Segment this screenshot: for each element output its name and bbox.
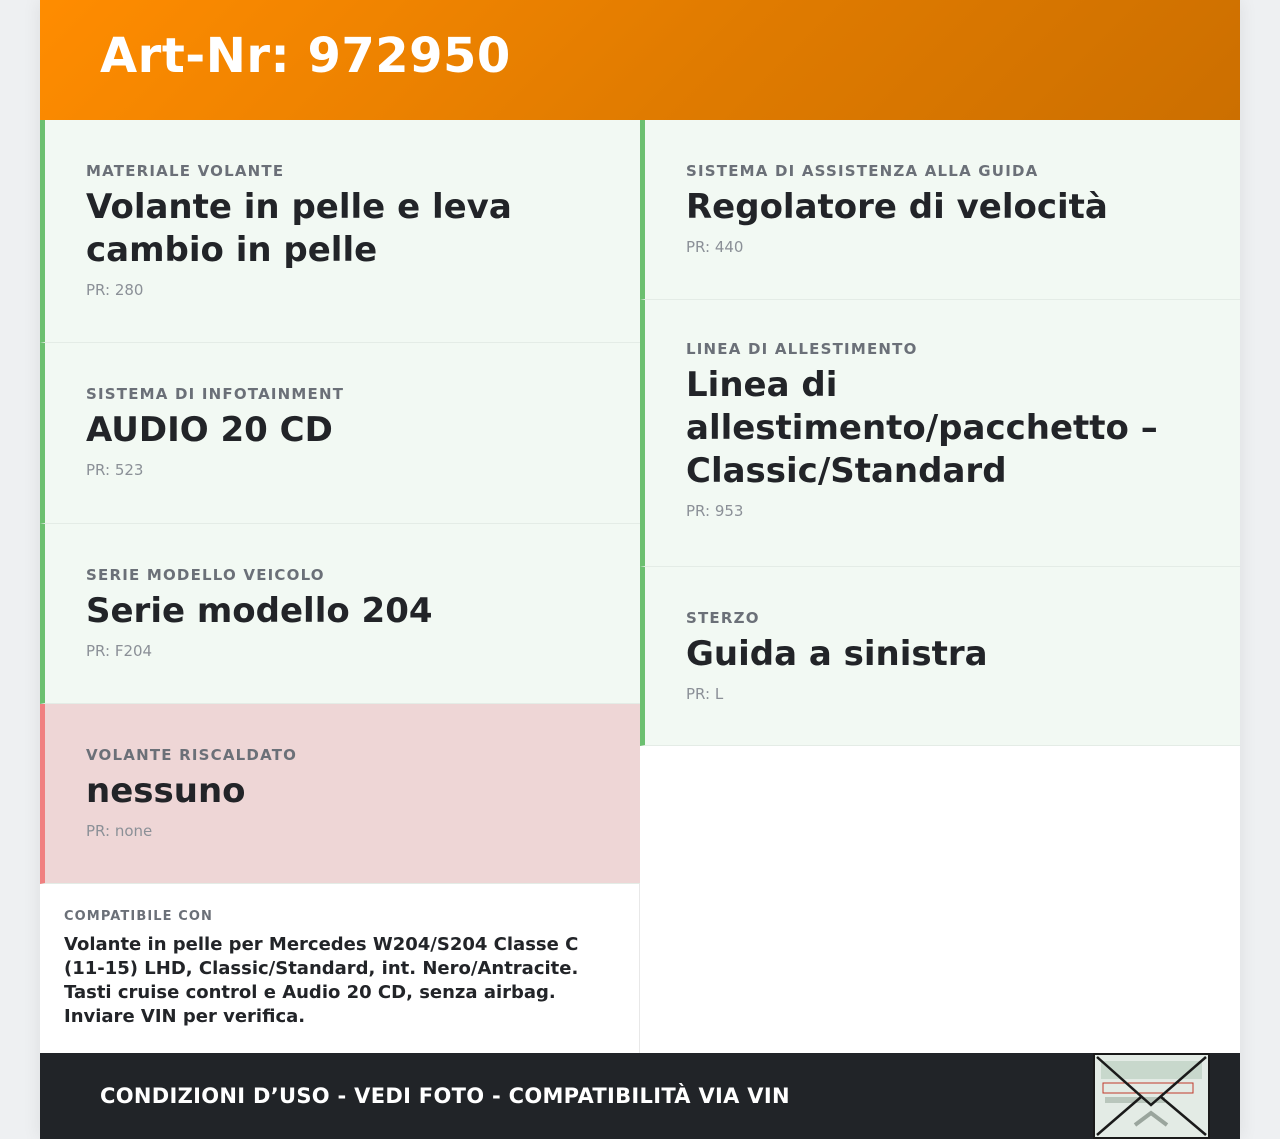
spec-value: Regolatore di velocità bbox=[686, 187, 1108, 227]
spec-pr-code: PR: 953 bbox=[686, 502, 744, 520]
right-column bbox=[640, 120, 1240, 746]
spec-pr-code: PR: 440 bbox=[686, 238, 744, 256]
envelope-thumbnail-graphic bbox=[1095, 1055, 1208, 1137]
footer-text: CONDIZIONI D’USO - VEDI FOTO - COMPATIBILITÀ VIA VIN bbox=[100, 1084, 790, 1108]
spec-card-heated-steering bbox=[40, 704, 640, 884]
spec-value: nessuno bbox=[86, 771, 246, 811]
spec-card-steering-material bbox=[40, 120, 640, 343]
envelope-icon[interactable] bbox=[1093, 1053, 1210, 1139]
spec-label: SERIE MODELLO VEICOLO bbox=[86, 566, 325, 584]
footer-bar bbox=[40, 1053, 1240, 1139]
spec-value: Guida a sinistra bbox=[686, 634, 988, 674]
page-title: Art-Nr: 972950 bbox=[100, 28, 511, 84]
spec-pr-code: PR: F204 bbox=[86, 642, 153, 660]
spec-pr-code: PR: 523 bbox=[86, 461, 144, 479]
spec-card-steering-side bbox=[640, 567, 1240, 746]
spec-card-infotainment bbox=[40, 343, 640, 524]
spec-value: Linea di allestimento/pacchetto – Classic/Standard bbox=[686, 365, 1158, 491]
spec-label: LINEA DI ALLESTIMENTO bbox=[686, 340, 918, 358]
page bbox=[40, 0, 1240, 1139]
spec-label: SISTEMA DI INFOTAINMENT bbox=[86, 385, 345, 403]
spec-pr-code: PR: L bbox=[686, 685, 724, 703]
spec-card-model-series bbox=[40, 524, 640, 704]
spec-label: MATERIALE VOLANTE bbox=[86, 162, 285, 180]
compatibility-section bbox=[40, 884, 640, 1053]
spec-label: STERZO bbox=[686, 609, 760, 627]
header-banner bbox=[40, 0, 1240, 120]
spec-pr-code: PR: 280 bbox=[86, 281, 144, 299]
spec-label: SISTEMA DI ASSISTENZA ALLA GUIDA bbox=[686, 162, 1039, 180]
spec-value: Serie modello 204 bbox=[86, 591, 433, 631]
spec-value: Volante in pelle e leva cambio in pelle bbox=[86, 187, 512, 270]
compatibility-label: COMPATIBILE CON bbox=[64, 909, 214, 924]
spec-value: AUDIO 20 CD bbox=[86, 410, 333, 450]
compatibility-text: Volante in pelle per Mercedes W204/S204 Classe C (11-15) LHD, Classic/Standard, int. Nero/Antracite. Tasti cruise control e Audio 20 CD, senza airbag. Inviare VIN per verifica. bbox=[64, 934, 579, 1027]
spec-card-driver-assistance bbox=[640, 120, 1240, 300]
left-column bbox=[40, 120, 640, 884]
spec-card-trim-line bbox=[640, 300, 1240, 567]
spec-label: VOLANTE RISCALDATO bbox=[86, 746, 298, 764]
spec-pr-code: PR: none bbox=[86, 822, 153, 840]
